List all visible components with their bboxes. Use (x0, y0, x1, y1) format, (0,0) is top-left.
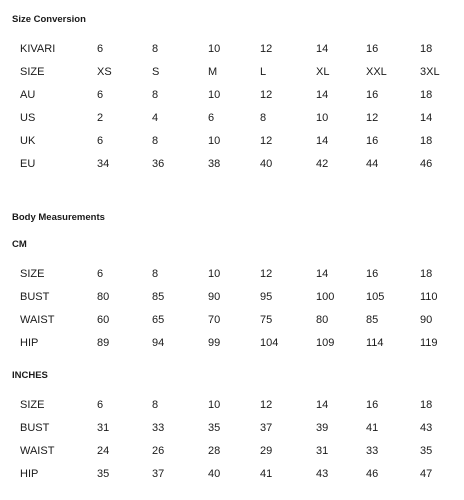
row-label: UK (20, 135, 36, 147)
table-cell: 119 (420, 337, 438, 349)
table-cell: S (152, 66, 160, 78)
table-cell: 114 (366, 337, 384, 349)
table-row (12, 417, 452, 440)
table-cell: 16 (366, 268, 379, 280)
table-cell: 18 (420, 268, 433, 280)
table-cell: 43 (316, 468, 329, 480)
table-row (12, 440, 452, 463)
table-cell: 26 (152, 445, 165, 457)
table-cell: 18 (420, 135, 433, 147)
table-cell: 39 (316, 422, 329, 434)
table-cell: 100 (316, 291, 335, 303)
row-label: HIP (20, 468, 39, 480)
table-cell: 12 (260, 43, 273, 55)
table-cell: 33 (152, 422, 165, 434)
table-cell: 10 (316, 112, 329, 124)
table-cell: M (208, 66, 218, 78)
table-cell: XXL (366, 66, 387, 78)
table-cell: 90 (420, 314, 433, 326)
table-cell: XL (316, 66, 330, 78)
table-cell: L (260, 66, 267, 78)
table-cell: 14 (316, 135, 329, 147)
row-label: SIZE (20, 268, 45, 280)
table-cell: 90 (208, 291, 221, 303)
cm-measurements-table (12, 263, 452, 355)
table-cell: 35 (97, 468, 110, 480)
table-cell: XS (97, 66, 112, 78)
table-cell: 8 (152, 89, 159, 101)
row-label: HIP (20, 337, 39, 349)
table-cell: 35 (420, 445, 433, 457)
table-cell: 10 (208, 43, 221, 55)
table-cell: 42 (316, 158, 329, 170)
table-cell: 40 (260, 158, 273, 170)
table-cell: 75 (260, 314, 273, 326)
table-cell: 16 (366, 399, 379, 411)
table-cell: 16 (366, 89, 379, 101)
table-cell: 37 (152, 468, 165, 480)
table-cell: 8 (152, 268, 159, 280)
table-cell: 14 (420, 112, 433, 124)
table-row (12, 61, 452, 84)
table-row (12, 286, 452, 309)
table-row (12, 84, 452, 107)
table-cell: 47 (420, 468, 433, 480)
table-cell: 8 (152, 399, 159, 411)
table-cell: 14 (316, 89, 329, 101)
row-label: US (20, 112, 36, 124)
table-cell: 18 (420, 89, 433, 101)
table-cell: 28 (208, 445, 221, 457)
table-cell: 31 (316, 445, 329, 457)
table-cell: 3XL (420, 66, 440, 78)
row-label: AU (20, 89, 36, 101)
inches-heading: INCHES (12, 370, 48, 381)
inches-measurements-table (12, 394, 452, 486)
table-cell: 44 (366, 158, 379, 170)
table-row (12, 332, 452, 355)
table-row (12, 394, 452, 417)
size-conversion-table (12, 38, 452, 176)
table-cell: 35 (208, 422, 221, 434)
table-cell: 12 (260, 89, 273, 101)
table-cell: 10 (208, 399, 221, 411)
table-cell: 99 (208, 337, 221, 349)
table-cell: 12 (260, 399, 273, 411)
table-cell: 10 (208, 89, 221, 101)
table-row (12, 309, 452, 332)
table-row (12, 107, 452, 130)
cm-heading: CM (12, 239, 27, 250)
table-cell: 16 (366, 135, 379, 147)
table-cell: 80 (97, 291, 110, 303)
table-cell: 8 (152, 135, 159, 147)
table-cell: 10 (208, 135, 221, 147)
table-cell: 46 (366, 468, 379, 480)
table-cell: 2 (97, 112, 104, 124)
row-label: SIZE (20, 399, 45, 411)
table-cell: 18 (420, 43, 433, 55)
table-row (12, 463, 452, 486)
table-row (12, 38, 452, 61)
table-cell: 80 (316, 314, 329, 326)
table-cell: 8 (260, 112, 267, 124)
table-cell: 12 (366, 112, 379, 124)
table-cell: 18 (420, 399, 433, 411)
table-cell: 12 (260, 135, 273, 147)
table-cell: 109 (316, 337, 335, 349)
table-cell: 43 (420, 422, 433, 434)
table-cell: 10 (208, 268, 221, 280)
table-cell: 4 (152, 112, 159, 124)
row-label: BUST (20, 422, 50, 434)
table-cell: 41 (260, 468, 273, 480)
table-cell: 70 (208, 314, 221, 326)
row-label: KIVARI (20, 43, 56, 55)
table-cell: 29 (260, 445, 273, 457)
row-label: BUST (20, 291, 50, 303)
table-cell: 37 (260, 422, 273, 434)
table-cell: 89 (97, 337, 110, 349)
table-cell: 94 (152, 337, 165, 349)
table-cell: 16 (366, 43, 379, 55)
table-cell: 46 (420, 158, 433, 170)
table-cell: 31 (97, 422, 110, 434)
table-cell: 6 (97, 43, 104, 55)
table-cell: 36 (152, 158, 165, 170)
table-cell: 34 (97, 158, 110, 170)
table-cell: 104 (260, 337, 279, 349)
table-cell: 14 (316, 268, 329, 280)
row-label: EU (20, 158, 36, 170)
table-cell: 85 (152, 291, 165, 303)
table-cell: 40 (208, 468, 221, 480)
table-cell: 6 (97, 89, 104, 101)
row-label: WAIST (20, 314, 55, 326)
table-cell: 6 (97, 135, 104, 147)
body-measurements-heading: Body Measurements (12, 212, 105, 223)
table-row (12, 263, 452, 286)
table-row (12, 130, 452, 153)
table-cell: 12 (260, 268, 273, 280)
table-cell: 6 (208, 112, 215, 124)
table-row (12, 153, 452, 176)
size-conversion-heading: Size Conversion (12, 14, 86, 25)
table-cell: 8 (152, 43, 159, 55)
table-cell: 41 (366, 422, 379, 434)
table-cell: 14 (316, 43, 329, 55)
row-label: WAIST (20, 445, 55, 457)
table-cell: 95 (260, 291, 273, 303)
table-cell: 33 (366, 445, 379, 457)
table-cell: 14 (316, 399, 329, 411)
table-cell: 110 (420, 291, 438, 303)
table-cell: 60 (97, 314, 110, 326)
table-cell: 105 (366, 291, 385, 303)
table-cell: 6 (97, 399, 104, 411)
row-label: SIZE (20, 66, 45, 78)
table-cell: 6 (97, 268, 104, 280)
table-cell: 24 (97, 445, 110, 457)
table-cell: 38 (208, 158, 221, 170)
table-cell: 85 (366, 314, 379, 326)
table-cell: 65 (152, 314, 165, 326)
